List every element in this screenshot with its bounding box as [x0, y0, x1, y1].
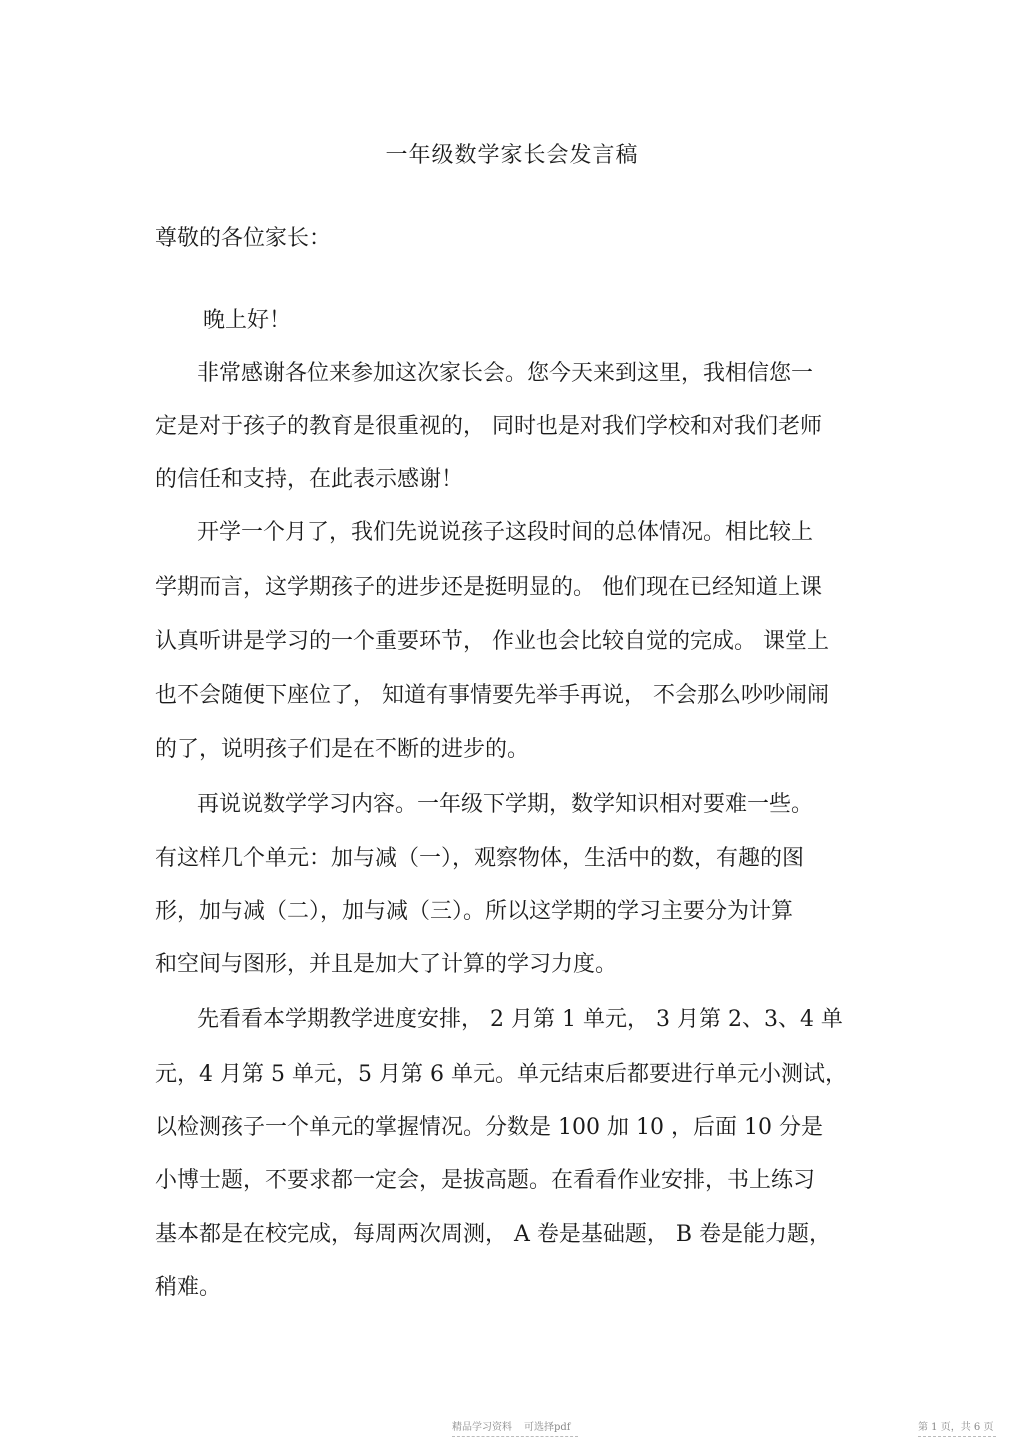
paragraph-line: 形，加与减（二），加与减（三）。所以这学期的学习主要分为计算: [155, 899, 794, 924]
paragraph-line: 有这样几个单元：加与减（一），观察物体，生活中的数，有趣的图: [155, 846, 805, 871]
footer-watermark: [452, 1418, 578, 1437]
document-title: 一年级数学家长会发言稿: [385, 143, 639, 168]
paragraph-line: 也不会随便下座位了， 知道有事情要先举手再说， 不会那么吵吵闹闹: [155, 683, 829, 708]
paragraph-line: 开学一个月了，我们先说说孩子这段时间的总体情况。相比较上: [197, 520, 814, 545]
paragraph-line: 基本都是在校完成，每周两次周测， A 卷是基础题， B 卷是能力题，: [155, 1222, 832, 1247]
footer-left-label: 精品学习资料: [452, 1422, 512, 1433]
greeting: 晚上好！: [203, 308, 292, 333]
paragraph-line: 的了，说明孩子们是在不断的进步的。: [155, 737, 530, 762]
paragraph-line: 稍难。: [155, 1275, 222, 1300]
paragraph-line: 再说说数学学习内容。一年级下学期，数学知识相对要难一些。: [197, 792, 814, 817]
salutation: 尊敬的各位家长：: [155, 226, 332, 251]
page-number: 第 1 页，共 6 页: [918, 1418, 996, 1437]
paragraph-line: 先看看本学期教学进度安排， 2 月第 1 单元， 3 月第 2、3、4 单: [197, 1007, 843, 1032]
paragraph-line: 定是对于孩子的教育是很重视的， 同时也是对我们学校和对我们老师: [155, 414, 822, 439]
paragraph-line: 非常感谢各位来参加这次家长会。您今天来到这里，我相信您一: [197, 361, 814, 386]
paragraph-line: 认真听讲是学习的一个重要环节， 作业也会比较自觉的完成。 课堂上: [155, 629, 829, 654]
paragraph-line: 学期而言，这学期孩子的进步还是挺明显的。 他们现在已经知道上课: [155, 575, 822, 600]
paragraph-line: 和空间与图形，并且是加大了计算的学习力度。: [155, 952, 618, 977]
footer-left-note: 可选择pdf: [524, 1422, 571, 1433]
paragraph-line: 小博士题，不要求都一定会，是拔高题。在看看作业安排，书上练习: [155, 1168, 816, 1193]
paragraph-line: 的信任和支持，在此表示感谢！: [155, 467, 464, 492]
paragraph-line: 以检测孩子一个单元的掌握情况。分数是 100 加 10 ，后面 10 分是: [155, 1115, 823, 1140]
paragraph-line: 元，4 月第 5 单元，5 月第 6 单元。单元结束后都要进行单元小测试，: [155, 1062, 847, 1087]
